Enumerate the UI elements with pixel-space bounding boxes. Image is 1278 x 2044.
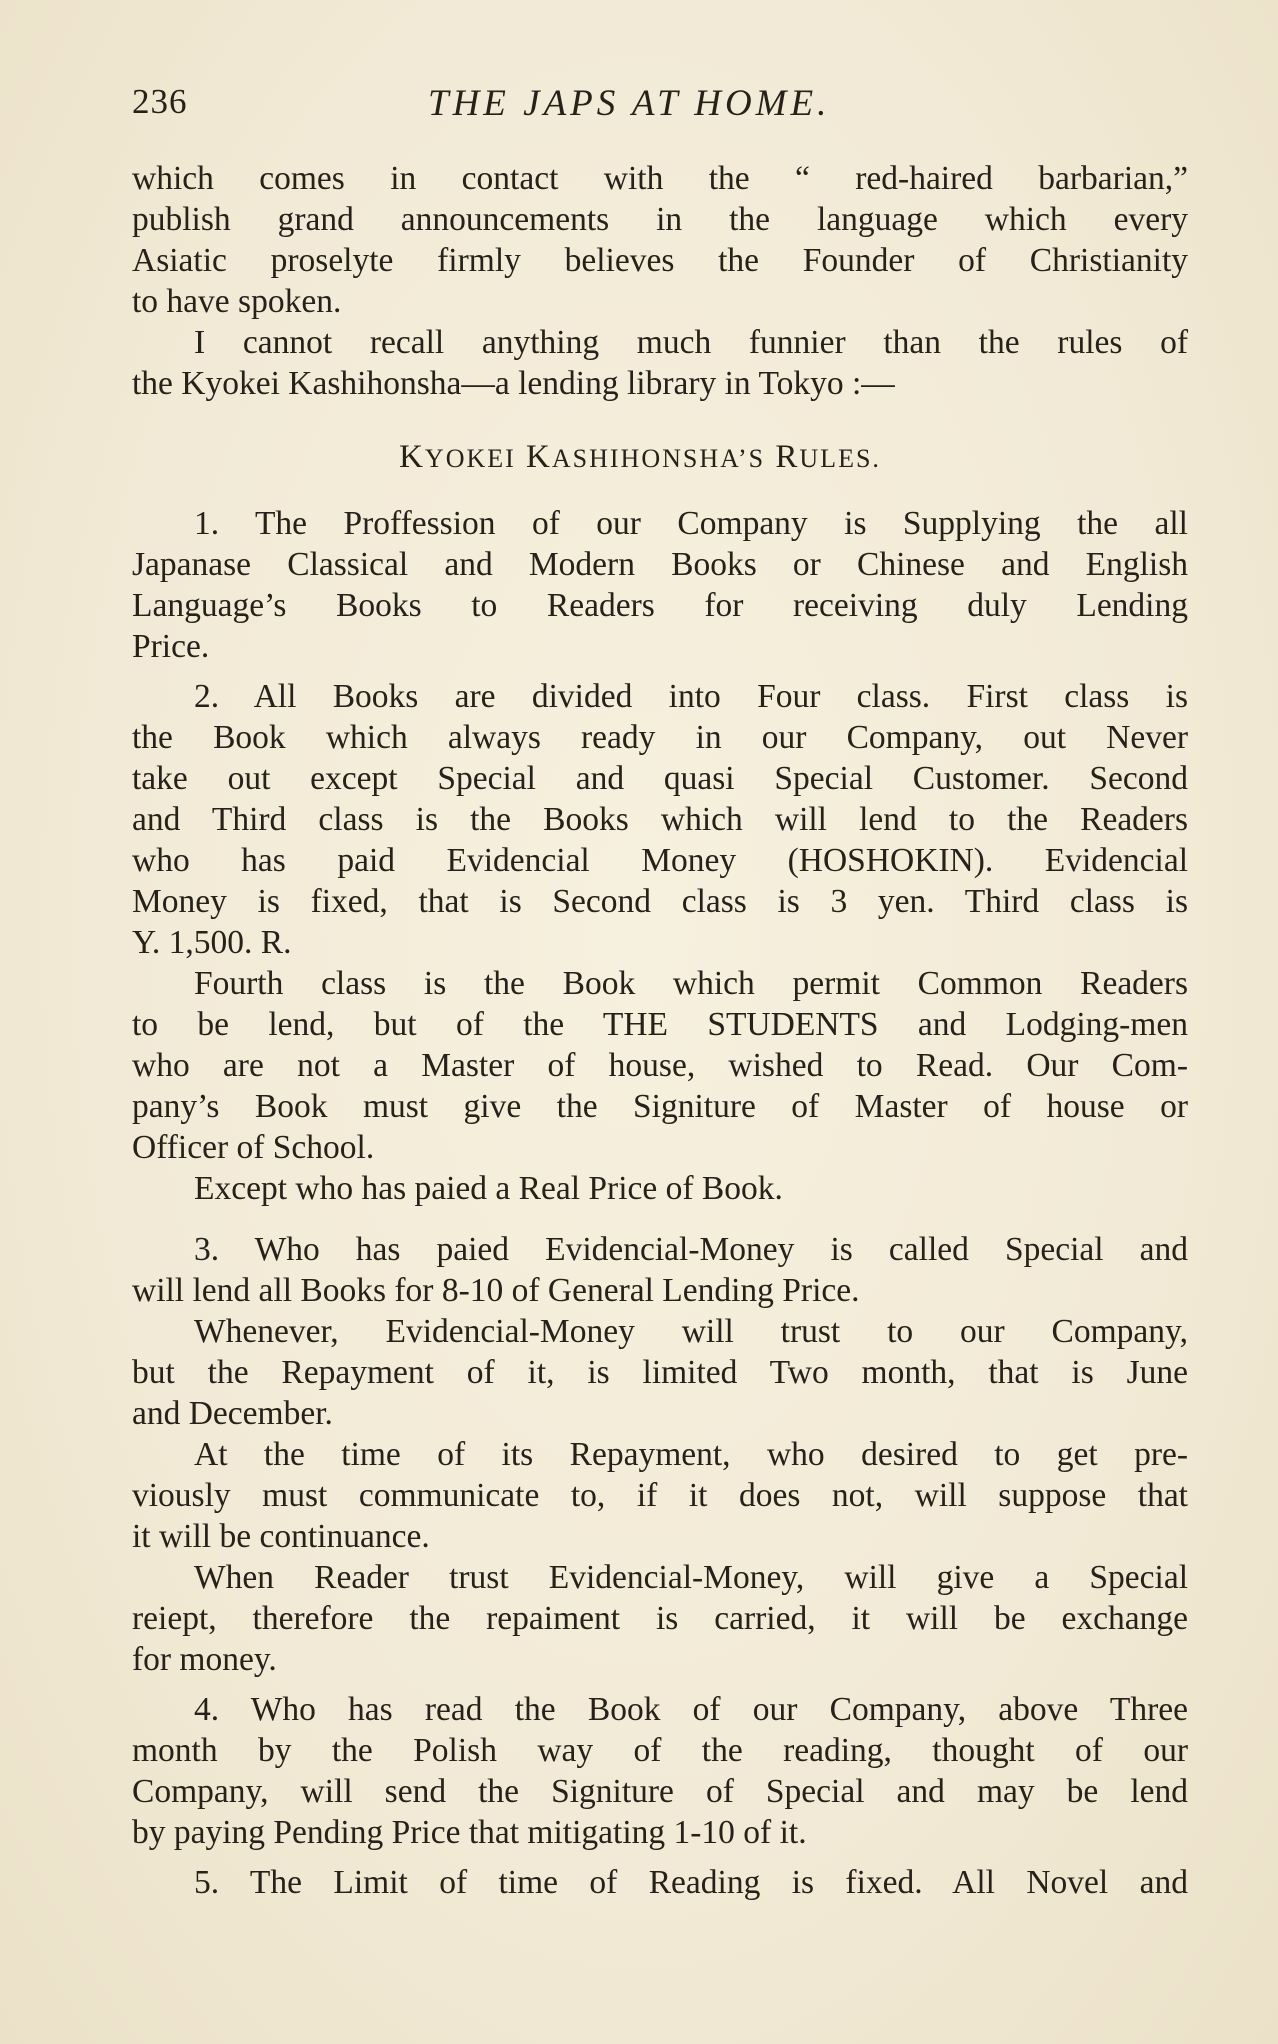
text-line: Except who has paied a Real Price of Book. (194, 1170, 783, 1207)
text-line: Language’s Books to Readers for receiving duly Lending (132, 587, 1188, 624)
text-line: who has paid Evidencial Money (HOSHOKIN). Evidencial (132, 842, 1188, 879)
text-line: Fourth class is the Book which permit Common Readers (194, 965, 1188, 1002)
paragraph-intro-1 (132, 158, 1188, 322)
text-line: Company, will send the Signiture of Special and may be lend (132, 1773, 1188, 1810)
text-line: the Kyokei Kashihonsha—a lending library in Tokyo :— (132, 365, 895, 402)
text-line: 4. Who has read the Book of our Company, above Three (194, 1691, 1188, 1728)
text-line: publish grand announcements in the language which every (132, 201, 1188, 238)
title-initial: K (399, 439, 425, 475)
rule-3-repayment (132, 1434, 1188, 1557)
rule-2-except (132, 1168, 1188, 1209)
rule-4 (132, 1689, 1188, 1853)
text-line: by paying Pending Price that mitigating 1-10 of it. (132, 1814, 807, 1851)
text-line: to have spoken. (132, 283, 342, 320)
text-line: Price. (132, 628, 210, 665)
text-line: the Book which always ready in our Company, out Never (132, 719, 1188, 756)
text-line: 2. All Books are divided into Four class. First class is (194, 678, 1188, 715)
running-head: THE JAPS AT HOME. (428, 83, 831, 124)
body-text (132, 158, 1188, 1903)
text-line: will lend all Books for 8-10 of General Lending Price. (132, 1272, 860, 1309)
title-smallcaps: ULES. (799, 444, 881, 473)
text-line: 3. Who has paied Evidencial-Money is called Special and (194, 1231, 1188, 1268)
text-line: At the time of its Repayment, who desired to get pre- (194, 1436, 1188, 1473)
text-line: to be lend, but of the THE STUDENTS and Lodging-men (132, 1006, 1188, 1043)
text-line: pany’s Book must give the Signiture of Master of house or (132, 1088, 1188, 1125)
text-line: 1. The Proffession of our Company is Supplying the all (194, 505, 1188, 542)
rule-3 (132, 1229, 1188, 1311)
rule-2 (132, 676, 1188, 963)
text-line: which comes in contact with the “ red-haired barbarian,” (132, 160, 1188, 197)
title-smallcaps: ASHIHONSHA’S (551, 444, 766, 473)
rule-5 (132, 1862, 1188, 1903)
rule-3-whenever (132, 1311, 1188, 1434)
text-line: I cannot recall anything much funnier than the rules of (194, 324, 1188, 361)
text-line: Officer of School. (132, 1129, 375, 1166)
text-line: Asiatic proselyte firmly believes the Founder of Christianity (132, 242, 1188, 279)
title-initial: K (526, 439, 552, 475)
text-line: When Reader trust Evidencial-Money, will give a Special (194, 1559, 1188, 1596)
text-line: and December. (132, 1395, 333, 1432)
text-line: Y. 1,500. R. (132, 924, 292, 961)
text-line: Money is fixed, that is Second class is 3 yen. Third class is (132, 883, 1188, 920)
text-line: for money. (132, 1641, 277, 1678)
text-line: who are not a Master of house, wished to Read. Our Com- (132, 1047, 1188, 1084)
text-line: reiept, therefore the repaiment is carried, it will be exchange (132, 1600, 1188, 1637)
paragraph-intro-2 (132, 322, 1188, 404)
text-line: but the Repayment of it, is limited Two month, that is June (132, 1354, 1188, 1391)
text-line: Whenever, Evidencial-Money will trust to our Company, (194, 1313, 1188, 1350)
rules-title (132, 437, 1188, 478)
text-line: it will be continuance. (132, 1518, 430, 1555)
text-line: viously must communicate to, if it does not, will suppose that (132, 1477, 1188, 1514)
rule-3-receipt (132, 1557, 1188, 1680)
rule-1 (132, 503, 1188, 667)
text-line: month by the Polish way of the reading, thought of our (132, 1732, 1188, 1769)
text-line: and Third class is the Books which will lend to the Readers (132, 801, 1188, 838)
text-line: 5. The Limit of time of Reading is fixed. All Novel and (194, 1864, 1188, 1901)
page-header (132, 82, 1192, 132)
text-line: take out except Special and quasi Special Customer. Second (132, 760, 1188, 797)
text-line: Japanase Classical and Modern Books or Chinese and English (132, 546, 1188, 583)
rule-2-fourth-class (132, 963, 1188, 1168)
title-smallcaps: YOKEI (424, 444, 516, 473)
title-initial: R (775, 439, 800, 475)
page-number: 236 (132, 82, 188, 121)
